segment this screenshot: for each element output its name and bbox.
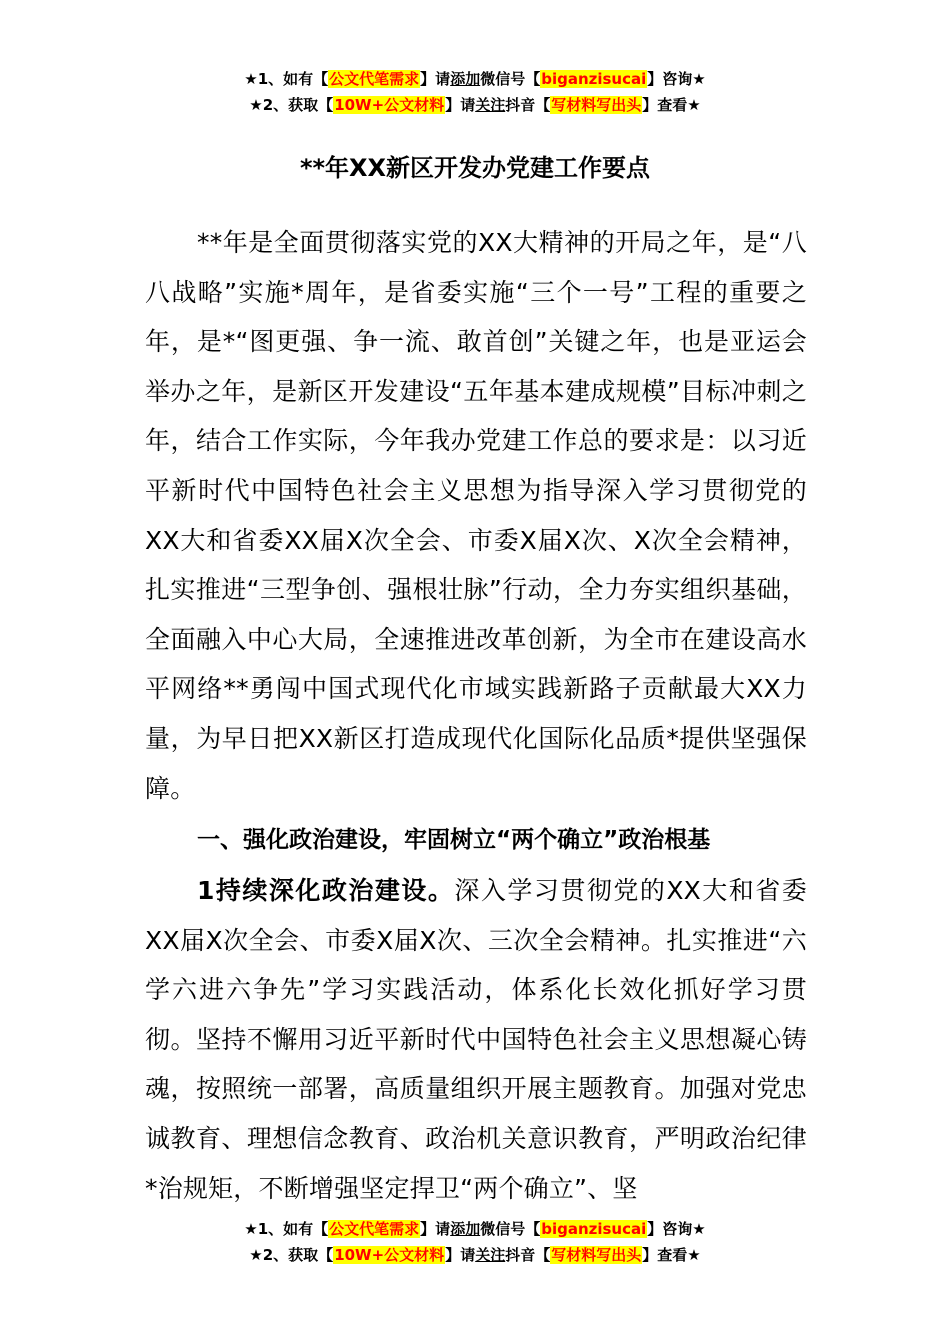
promo-banner-bottom <box>0 1216 950 1268</box>
item-paragraph-1 <box>145 866 807 1213</box>
promo-line-2: ★2、获取【10W+公文材料】请关注抖音【写材料写出头】查看★ <box>249 1246 701 1264</box>
item-body: 深入学习贯彻党的XX大和省委XX届X次全会、市委X届X次、三次全会精神。扎实推进“六学六进六争先”学习实践活动，体系化长效化抓好学习贯彻。坚持不懈用习近平新时代中国特色社会主义思想凝心铸魂，按照统一部署，高质量组织开展主题教育。加强对党忠诚教育、理想信念教育、政治机关意识教育，严明政治纪律*治规矩，不断增强坚定捍卫“两个确立”、坚 <box>145 876 807 1203</box>
wechat-id: biganzisucai <box>541 1220 647 1238</box>
highlight-text: 10W+公文材料 <box>334 96 445 114</box>
douyin-account: 写材料写出头 <box>551 96 642 114</box>
document-title: **年XX新区开发办党建工作要点 <box>299 154 651 182</box>
highlight-text: 10W+公文材料 <box>334 1246 445 1264</box>
intro-paragraph <box>145 218 807 813</box>
highlight-text: 公文代笔需求 <box>329 70 420 88</box>
intro-paragraph-text: **年是全面贯彻落实党的XX大精神的开局之年，是“八八战略”实施*周年，是省委实施“三个一号”工程的重要之年，是*“图更强、争一流、敢首创”关键之年，也是亚运会举办之年，是新区开发建设“五年基本建成规模”目标冲刺之年，结合工作实际，今年我办党建工作总的要求是：以习近平新时代中国特色社会主义思想为指导深入学习贯彻党的XX大和省委XX届X次全会、市委X届X次、X次全会精神，扎实推进“三型争创、强根壮脉”行动，全力夯实组织基础，全面融入中心大局，全速推进改革创新，为全市在建设高水平网络**勇闯中国式现代化市域实践新路子贡献最大XX力量，为早日把XX新区打造成现代化国际化品质*提供坚强保障。 <box>145 228 807 803</box>
underlined-text: 添加 <box>450 70 481 88</box>
promo-line-2: ★2、获取【10W+公文材料】请关注抖音【写材料写出头】查看★ <box>249 96 701 114</box>
promo-banner-top <box>0 66 950 118</box>
underlined-text: 关注 <box>475 96 506 114</box>
underlined-text: 关注 <box>475 1246 506 1264</box>
underlined-text: 添加 <box>450 1220 481 1238</box>
highlight-text: 公文代笔需求 <box>329 1220 420 1238</box>
section-heading-1: 一、强化政治建设，牢固树立“两个确立”政治根基 <box>197 827 711 853</box>
wechat-id: biganzisucai <box>541 70 647 88</box>
promo-line-1: ★1、如有【公文代笔需求】请添加微信号【biganzisucai】咨询★ <box>244 70 706 88</box>
promo-line-1: ★1、如有【公文代笔需求】请添加微信号【biganzisucai】咨询★ <box>244 1220 706 1238</box>
item-lead: 1持续深化政治建设。 <box>197 876 455 905</box>
item-paragraph-1-text <box>145 866 807 1213</box>
douyin-account: 写材料写出头 <box>551 1246 642 1264</box>
